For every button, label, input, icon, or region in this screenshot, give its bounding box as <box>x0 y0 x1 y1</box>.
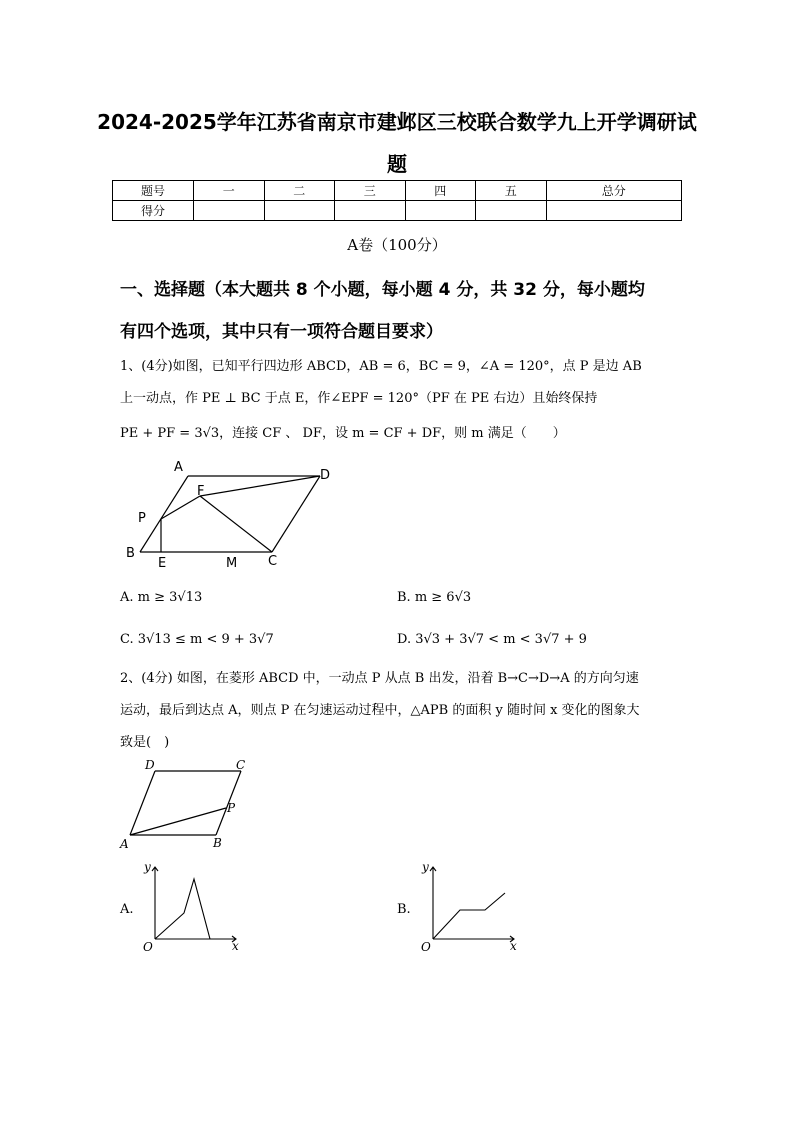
edge-ad <box>130 771 155 835</box>
score-cell: 一 <box>194 181 265 201</box>
score-cell: 五 <box>476 181 547 201</box>
score-input-cell[interactable] <box>476 201 547 221</box>
q2-option-a[interactable]: A. <box>120 902 134 917</box>
segment-pf <box>161 496 200 519</box>
q1-text-line3: PE + PF = 3√3，连接 CF 、 DF，设 m = CF + DF，则 m 满足（ ） <box>120 426 566 441</box>
label-a: A <box>174 460 183 475</box>
q2-option-b[interactable]: B. <box>397 902 411 917</box>
label-e: E <box>158 556 167 571</box>
score-input-cell[interactable] <box>405 201 476 221</box>
q2-text-line1: 2、(4分) 如图，在菱形 ABCD 中，一动点 P 从点 B 出发，沿着 B→C→D→A 的方向匀速 <box>120 671 639 686</box>
label-c: C <box>268 554 278 569</box>
score-input-cell[interactable] <box>546 201 682 221</box>
q1-text-line2: 上一动点，作 PE ⊥ BC 于点 E，作∠EPF = 120°（PF 在 PE 右边）且始终保持 <box>120 391 598 406</box>
q1-option-d[interactable]: D. 3√3 + 3√7 < m < 3√7 + 9 <box>397 632 587 647</box>
q1-figure-parallelogram <box>120 455 350 575</box>
page-title-continued: 题 <box>387 152 407 176</box>
q2-option-b-graph[interactable] <box>418 855 528 955</box>
score-cell: 三 <box>335 181 406 201</box>
q1-text-line1: 1、(4分)如图，已知平行四边形 ABCD，AB = 6，BC = 9，∠A = 120°，点 P 是边 AB <box>120 359 642 374</box>
q2-text-line3: 致是( ) <box>120 735 170 750</box>
segment-fd <box>200 476 320 496</box>
segment-fc <box>200 496 272 552</box>
score-cell: 二 <box>264 181 335 201</box>
axis-label-y: y <box>144 860 151 874</box>
score-input-cell[interactable] <box>335 201 406 221</box>
graph-curve <box>155 879 210 939</box>
label-d: D <box>320 468 331 483</box>
label-d: D <box>145 758 155 772</box>
q1-option-c[interactable]: C. 3√13 ≤ m < 9 + 3√7 <box>120 632 274 647</box>
score-table-score-row <box>113 201 682 221</box>
axis-label-y: y <box>422 860 429 874</box>
label-p: P <box>227 801 236 815</box>
q2-figure-rhombus <box>115 755 265 855</box>
score-cell: 总分 <box>546 181 682 201</box>
edge-ba <box>140 476 188 552</box>
label-c: C <box>236 758 246 772</box>
score-cell: 题号 <box>113 181 194 201</box>
label-f: F <box>197 484 205 499</box>
axis-label-x: x <box>510 939 517 953</box>
page-title: 2024-2025学年江苏省南京市建邺区三校联合数学九上开学调研试 <box>97 110 697 134</box>
label-b: B <box>213 836 222 850</box>
score-table-header-row <box>113 181 682 201</box>
label-m: M <box>226 556 238 571</box>
axis-label-origin: O <box>421 940 431 954</box>
label-b: B <box>126 546 135 561</box>
q2-text-line2: 运动，最后到达点 A，则点 P 在匀速运动过程中，△APB 的面积 y 随时间 x 变化的图象大 <box>120 703 640 718</box>
score-input-cell[interactable] <box>264 201 335 221</box>
q1-option-b[interactable]: B. m ≥ 6√3 <box>397 590 472 605</box>
axis-label-origin: O <box>143 940 153 954</box>
q1-option-a[interactable]: A. m ≥ 3√13 <box>120 590 203 605</box>
part1-heading-continued: 有四个选项，其中只有一项符合题目要求） <box>120 322 443 342</box>
axis-label-x: x <box>232 939 239 953</box>
segment-ap <box>130 808 226 835</box>
label-p: P <box>138 511 146 526</box>
q2-option-a-graph[interactable] <box>140 855 250 955</box>
score-row-label: 得分 <box>113 201 194 221</box>
label-a: A <box>120 837 129 851</box>
score-table <box>112 180 682 221</box>
score-input-cell[interactable] <box>194 201 265 221</box>
score-cell: 四 <box>405 181 476 201</box>
section-a-title: A卷（100分） <box>347 236 447 254</box>
part1-heading: 一、选择题（本大题共 8 个小题，每小题 4 分，共 32 分，每小题均 <box>120 280 645 300</box>
edge-dc <box>272 476 320 552</box>
graph-curve <box>433 893 505 939</box>
